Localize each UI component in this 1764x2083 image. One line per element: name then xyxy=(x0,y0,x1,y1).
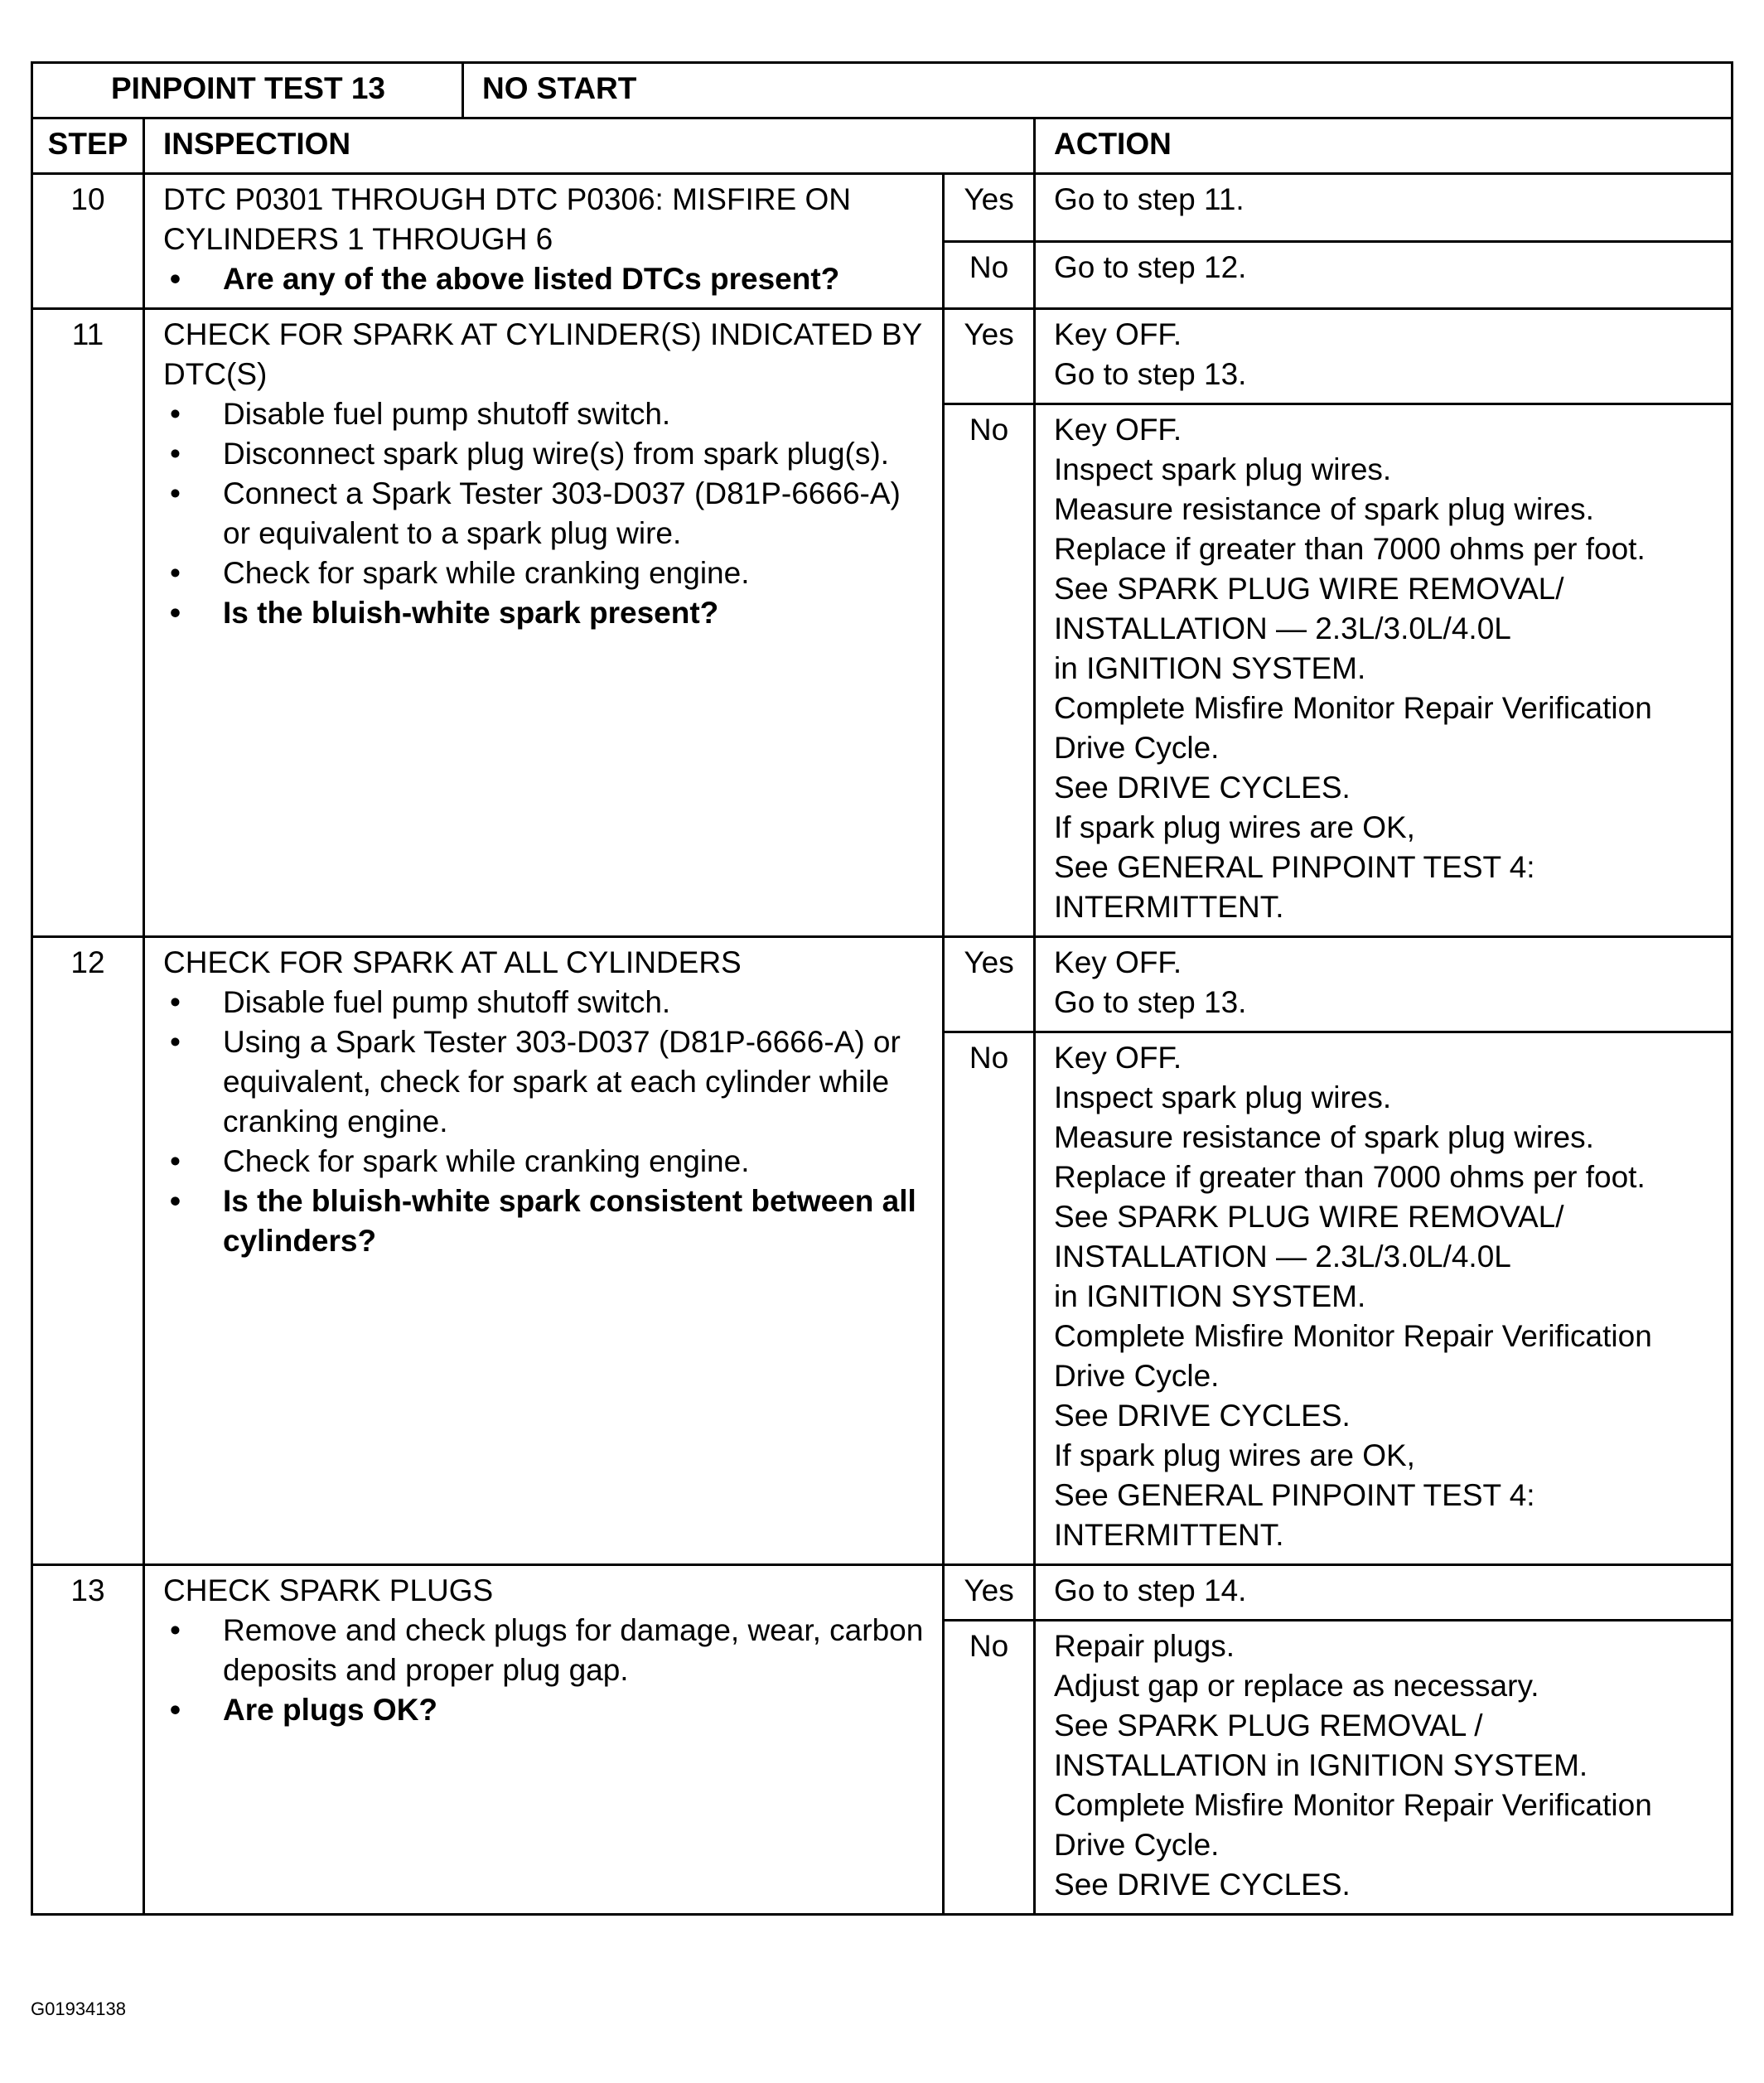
column-header-step: STEP xyxy=(32,118,144,174)
step-heading: CHECK FOR SPARK AT ALL CYLINDERS xyxy=(163,945,742,979)
step-instruction: • Using a Spark Tester 303-D037 (D81P-6666-A) or equivalent, check for spark at each cylinder while cranking engine. xyxy=(163,1022,925,1142)
answer-yes-label: Yes xyxy=(944,309,1035,404)
action-line: See DRIVE CYCLES. xyxy=(1054,1868,1351,1902)
test-label: PINPOINT TEST 13 xyxy=(32,63,463,118)
step-question: • Is the bluish-white spark present? xyxy=(163,593,925,633)
action-line: Complete Misfire Monitor Repair Verification xyxy=(1054,1319,1652,1353)
action-line: Key OFF. xyxy=(1054,945,1182,979)
action-line: Complete Misfire Monitor Repair Verification xyxy=(1054,691,1652,725)
action-line: Go to step 11. xyxy=(1054,182,1244,216)
step-number: 11 xyxy=(32,309,144,937)
step-bullets xyxy=(163,983,925,1261)
pinpoint-test-sheet xyxy=(31,61,1731,1916)
action-line: Drive Cycle. xyxy=(1054,731,1220,765)
action-line: Go to step 14. xyxy=(1054,1573,1247,1607)
action-line: Drive Cycle. xyxy=(1054,1828,1220,1862)
step-instruction: • Disable fuel pump shutoff switch. xyxy=(163,394,925,434)
action-line: in IGNITION SYSTEM. xyxy=(1054,1279,1366,1313)
action-line: INSTALLATION in IGNITION SYSTEM. xyxy=(1054,1748,1588,1782)
action-line: See SPARK PLUG WIRE REMOVAL/ xyxy=(1054,1200,1564,1234)
action-line: Measure resistance of spark plug wires. xyxy=(1054,1120,1594,1154)
action-line: Inspect spark plug wires. xyxy=(1054,452,1392,486)
action-line: Complete Misfire Monitor Repair Verification xyxy=(1054,1788,1652,1822)
step-bullets xyxy=(163,394,925,633)
column-header-row xyxy=(32,118,1733,174)
action-line: See DRIVE CYCLES. xyxy=(1054,1399,1351,1433)
action-line: in IGNITION SYSTEM. xyxy=(1054,651,1366,685)
action-line: INTERMITTENT. xyxy=(1054,1518,1284,1552)
action-line: See SPARK PLUG REMOVAL / xyxy=(1054,1708,1483,1742)
action-yes xyxy=(1035,309,1733,404)
action-line: Key OFF. xyxy=(1054,413,1182,447)
step-instruction: • Disconnect spark plug wire(s) from spark plug(s). xyxy=(163,434,925,474)
action-line: See GENERAL PINPOINT TEST 4: xyxy=(1054,850,1535,884)
step-instruction: • Remove and check plugs for damage, wear, carbon deposits and proper plug gap. xyxy=(163,1611,925,1690)
step-instruction: • Check for spark while cranking engine. xyxy=(163,553,925,593)
action-no xyxy=(1035,404,1733,937)
action-no xyxy=(1035,241,1733,309)
step-number: 13 xyxy=(32,1565,144,1915)
answer-no-label: No xyxy=(944,404,1035,937)
answer-yes-label: Yes xyxy=(944,1565,1035,1621)
step-row-10 xyxy=(32,174,1733,242)
answer-yes-label: Yes xyxy=(944,174,1035,242)
action-line: INTERMITTENT. xyxy=(1054,890,1284,924)
pinpoint-test-table xyxy=(31,61,1733,1916)
action-no xyxy=(1035,1032,1733,1565)
step-number: 10 xyxy=(32,174,144,309)
action-line: Replace if greater than 7000 ohms per foot. xyxy=(1054,532,1646,566)
action-line: Key OFF. xyxy=(1054,1041,1182,1075)
action-line: Measure resistance of spark plug wires. xyxy=(1054,492,1594,526)
action-no xyxy=(1035,1621,1733,1915)
column-header-action: ACTION xyxy=(1035,118,1733,174)
step-heading: CHECK FOR SPARK AT CYLINDER(S) INDICATED BY DTC(S) xyxy=(163,317,922,391)
action-line: Go to step 13. xyxy=(1054,985,1247,1019)
action-line: Key OFF. xyxy=(1054,317,1182,351)
answer-yes-label: Yes xyxy=(944,937,1035,1032)
step-bullets xyxy=(163,1611,925,1730)
step-number: 12 xyxy=(32,937,144,1565)
step-bullets xyxy=(163,259,925,299)
action-line: INSTALLATION — 2.3L/3.0L/4.0L xyxy=(1054,1240,1511,1273)
answer-no-label: No xyxy=(944,1032,1035,1565)
step-row-13 xyxy=(32,1565,1733,1621)
action-line: See SPARK PLUG WIRE REMOVAL/ xyxy=(1054,572,1564,606)
step-question: • Are any of the above listed DTCs present? xyxy=(163,259,925,299)
action-line: Inspect spark plug wires. xyxy=(1054,1080,1392,1114)
step-row-11 xyxy=(32,309,1733,404)
action-line: If spark plug wires are OK, xyxy=(1054,810,1415,844)
step-question: • Is the bluish-white spark consistent between all cylinders? xyxy=(163,1182,925,1261)
column-header-inspection: INSPECTION xyxy=(144,118,1035,174)
action-line: Go to step 13. xyxy=(1054,357,1247,391)
action-line: Drive Cycle. xyxy=(1054,1359,1220,1393)
step-heading: DTC P0301 THROUGH DTC P0306: MISFIRE ON CYLINDERS 1 THROUGH 6 xyxy=(163,182,851,256)
step-instruction: • Check for spark while cranking engine. xyxy=(163,1142,925,1182)
action-line: Go to step 12. xyxy=(1054,249,1247,284)
action-line: See DRIVE CYCLES. xyxy=(1054,771,1351,805)
test-title-row xyxy=(32,63,1733,118)
step-instruction: • Connect a Spark Tester 303-D037 (D81P-6666-A) or equivalent to a spark plug wire. xyxy=(163,474,925,553)
action-line: Adjust gap or replace as necessary. xyxy=(1054,1669,1539,1703)
step-inspection xyxy=(144,937,944,1565)
action-line: Replace if greater than 7000 ohms per foot. xyxy=(1054,1160,1646,1194)
action-line: See GENERAL PINPOINT TEST 4: xyxy=(1054,1478,1535,1512)
step-heading: CHECK SPARK PLUGS xyxy=(163,1573,494,1607)
step-row-12 xyxy=(32,937,1733,1032)
action-yes xyxy=(1035,937,1733,1032)
figure-id: G01934138 xyxy=(31,1998,126,2019)
step-question: • Are plugs OK? xyxy=(163,1690,925,1730)
step-instruction: • Disable fuel pump shutoff switch. xyxy=(163,983,925,1022)
answer-no-label: No xyxy=(944,241,1035,309)
action-line: If spark plug wires are OK, xyxy=(1054,1438,1415,1472)
action-line: Repair plugs. xyxy=(1054,1629,1235,1663)
step-inspection xyxy=(144,1565,944,1915)
action-yes xyxy=(1035,174,1733,242)
step-inspection xyxy=(144,309,944,937)
action-yes xyxy=(1035,1565,1733,1621)
answer-no-label: No xyxy=(944,1621,1035,1915)
step-inspection xyxy=(144,174,944,309)
action-line: INSTALLATION — 2.3L/3.0L/4.0L xyxy=(1054,611,1511,645)
test-title: NO START xyxy=(463,63,1733,118)
